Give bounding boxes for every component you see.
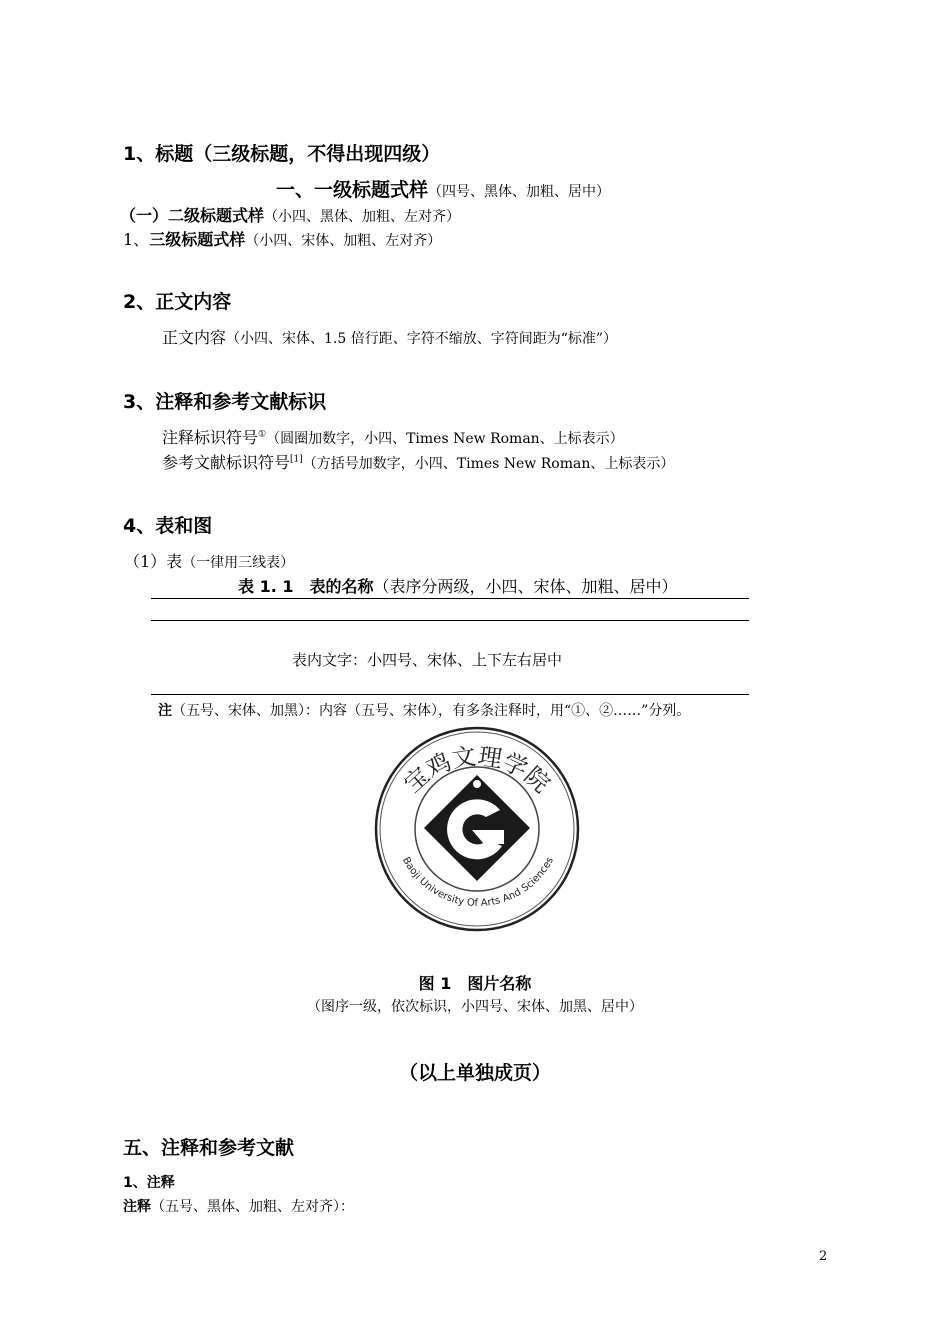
ref-desc: （方括号加数字，小四、Times New Roman、上标表示） bbox=[302, 456, 675, 472]
ref-superscript: [1] bbox=[290, 454, 303, 465]
table-caption-title: 表 1. 1 表的名称 bbox=[238, 577, 374, 596]
table-label-note: （一律用三线表） bbox=[182, 555, 295, 571]
table-label: （1）表 bbox=[124, 552, 183, 571]
notes-subheading: 1、注释 bbox=[123, 1175, 175, 1191]
level3-note: （小四、宋体、加粗、左对齐） bbox=[245, 233, 442, 249]
section-4-heading: 4、表和图 bbox=[123, 515, 213, 537]
section-3-heading: 3、注释和参考文献标识 bbox=[123, 391, 327, 413]
level1-title: 一、一级标题式样 bbox=[276, 179, 429, 201]
table-bottom-rule bbox=[151, 694, 749, 695]
figure-caption: 图 1 图片名称 bbox=[418, 974, 532, 993]
note-desc: （圆圈加数字，小四、Times New Roman、上标表示） bbox=[266, 431, 624, 447]
level2-title: （一）二级标题式样 bbox=[120, 206, 265, 225]
table-header-rule bbox=[151, 620, 749, 621]
section-1-heading: 1、标题（三级标题，不得出现四级） bbox=[123, 143, 441, 165]
table-footnote-label: 注 bbox=[158, 703, 172, 719]
ref-mark-line bbox=[162, 450, 674, 473]
body-sample bbox=[162, 325, 617, 348]
table-label-line bbox=[124, 549, 294, 572]
section-5-heading: 五、注释和参考文献 bbox=[123, 1137, 295, 1159]
note-superscript: ① bbox=[258, 429, 267, 440]
note-label: 注释标识符号 bbox=[162, 428, 259, 447]
ref-label: 参考文献标识符号 bbox=[162, 453, 291, 472]
level1-note: （四号、黑体、加粗、居中） bbox=[428, 184, 611, 200]
table-caption-note: （表序分两级，小四、宋体、加粗、居中） bbox=[373, 577, 678, 596]
logo-chinese-arc: 宝鸡文理学院 bbox=[398, 742, 556, 799]
level2-note: （小四、黑体、加粗、左对齐） bbox=[264, 209, 461, 225]
table-cell-text: 表内文字：小四号、宋体、上下左右居中 bbox=[292, 651, 563, 669]
level1-sample bbox=[276, 175, 610, 202]
notes-line-label: 注释 bbox=[123, 1199, 151, 1215]
notes-line-note: （五号、黑体、加粗、左对齐）： bbox=[151, 1199, 354, 1215]
university-logo bbox=[372, 722, 582, 936]
level3-num: 1、 bbox=[123, 230, 150, 249]
level3-title: 三级标题式样 bbox=[149, 230, 246, 249]
page-number: 2 bbox=[819, 1249, 828, 1264]
section-2-heading: 2、正文内容 bbox=[123, 291, 232, 313]
table-footnote bbox=[158, 700, 690, 720]
separate-page-note: （以上单独成页） bbox=[398, 1062, 551, 1084]
figure-note: （图序一级，依次标识，小四号、宋体、加黑、居中） bbox=[307, 999, 643, 1015]
table-footnote-text: （五号、宋体、加黑）：内容（五号、宋体），有多条注释时，用“①、②……”分列。 bbox=[172, 703, 691, 719]
body-label: 正文内容 bbox=[162, 328, 227, 347]
body-note: （小四、宋体、1.5 倍行距、字符不缩放、字符间距为“标准”） bbox=[226, 331, 618, 347]
note-mark-line bbox=[162, 425, 624, 448]
level3-sample bbox=[123, 227, 441, 250]
level2-sample bbox=[120, 203, 460, 226]
notes-line bbox=[123, 1196, 354, 1216]
table-caption bbox=[238, 574, 678, 597]
table-top-rule bbox=[151, 598, 749, 599]
logo-english-arc: Baoji University Of Arts And Sciences bbox=[400, 855, 556, 910]
